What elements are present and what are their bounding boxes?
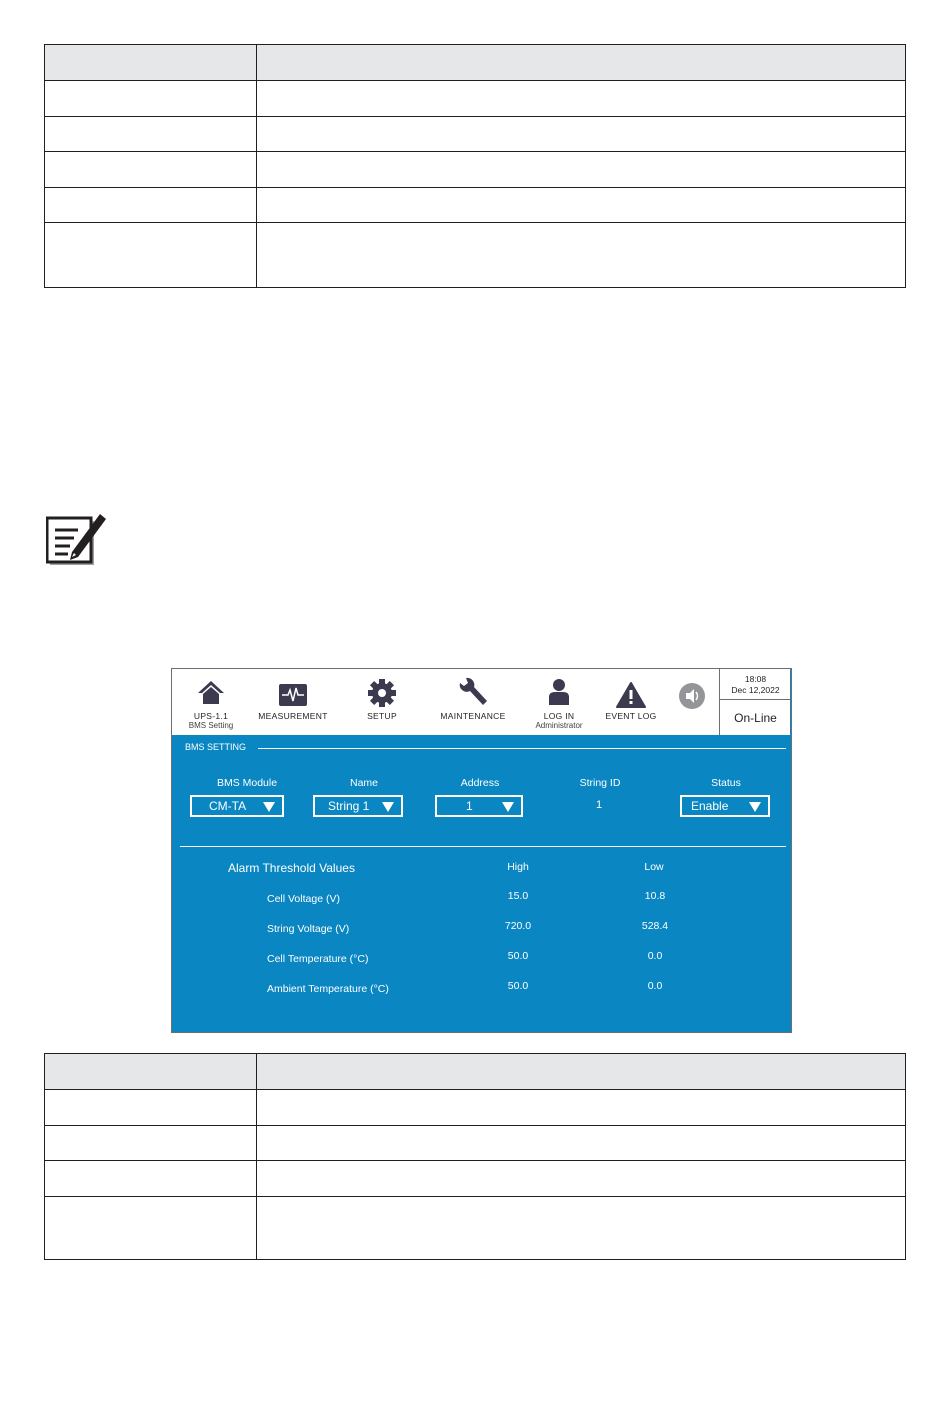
table-cell — [257, 1126, 906, 1161]
threshold-row-name: String Voltage (V) — [267, 923, 350, 935]
table-cell — [257, 1161, 906, 1197]
table-header-cell — [257, 1054, 906, 1090]
status-value: Enable — [691, 799, 729, 813]
clock-status-box — [719, 669, 791, 735]
table-cell — [45, 81, 257, 117]
name-value: String 1 — [328, 799, 370, 813]
nav-eventlog[interactable] — [600, 669, 662, 735]
ups-mode-status: On-Line — [734, 711, 777, 725]
table-header-cell — [45, 45, 257, 81]
top-navigation-bar — [172, 669, 790, 735]
warning-icon — [616, 682, 646, 708]
wrench-icon — [456, 677, 490, 709]
table-cell — [257, 1197, 906, 1260]
label-address: Address — [460, 777, 500, 789]
address-value: 1 — [466, 799, 473, 813]
nav-measurement-label: MEASUREMENT — [258, 711, 328, 721]
table-cell — [257, 117, 906, 152]
nav-measurement[interactable] — [256, 669, 330, 735]
speaker-icon[interactable] — [678, 682, 706, 710]
table-cell — [257, 152, 906, 188]
nav-maintenance-label: MAINTENANCE — [440, 711, 506, 721]
threshold-low-value[interactable]: 528.4 — [641, 920, 669, 932]
status-dropdown[interactable] — [680, 795, 770, 817]
table-cell — [45, 152, 257, 188]
clock-time: 18:08 — [744, 674, 767, 684]
label-bms-module: BMS Module — [216, 777, 278, 789]
nav-home[interactable] — [184, 669, 238, 735]
table-cell — [257, 188, 906, 223]
gear-icon — [367, 678, 397, 708]
divider — [258, 748, 786, 749]
nav-maintenance[interactable] — [436, 669, 510, 735]
chevron-down-icon — [502, 802, 514, 812]
nav-home-sublabel: BMS Setting — [188, 721, 234, 730]
nav-setup-label: SETUP — [367, 711, 397, 721]
table-cell — [45, 188, 257, 223]
chevron-down-icon — [382, 802, 394, 812]
threshold-low-value[interactable]: 0.0 — [647, 980, 663, 992]
table-cell — [257, 223, 906, 288]
threshold-low-header: Low — [644, 861, 664, 873]
divider — [720, 699, 791, 700]
clock-date: Dec 12,2022 — [731, 685, 780, 695]
table-cell — [45, 1126, 257, 1161]
divider — [180, 846, 786, 847]
nav-setup[interactable] — [357, 669, 407, 735]
table-cell — [45, 223, 257, 288]
table-header-cell — [45, 1054, 257, 1090]
threshold-low-value[interactable]: 0.0 — [647, 950, 663, 962]
bottom-table — [44, 1053, 906, 1260]
threshold-low-value[interactable]: 10.8 — [644, 890, 666, 902]
threshold-high-value[interactable]: 720.0 — [504, 920, 532, 932]
table-cell — [45, 117, 257, 152]
threshold-high-value[interactable]: 15.0 — [507, 890, 529, 902]
home-icon — [196, 679, 226, 709]
nav-home-label: UPS-1.1 — [193, 711, 229, 721]
threshold-row-name: Ambient Temperature (°C) — [267, 983, 389, 995]
label-string-id: String ID — [579, 777, 621, 789]
user-icon — [547, 678, 571, 706]
note-pencil-icon — [46, 510, 110, 568]
bms-module-dropdown[interactable] — [190, 795, 284, 817]
threshold-high-value[interactable]: 50.0 — [507, 950, 529, 962]
nav-eventlog-label: EVENT LOG — [605, 711, 657, 721]
table-header-cell — [257, 45, 906, 81]
top-table — [44, 44, 906, 288]
string-id-value: 1 — [596, 799, 603, 811]
threshold-row-name: Cell Voltage (V) — [267, 893, 340, 905]
nav-login[interactable] — [529, 669, 589, 735]
chevron-down-icon — [749, 802, 761, 812]
bms-module-value: CM-TA — [209, 799, 247, 813]
label-name: Name — [349, 777, 378, 789]
label-status: Status — [711, 777, 741, 789]
section-title: BMS SETTING — [185, 742, 247, 752]
nav-login-sublabel: Administrator — [535, 721, 583, 730]
name-dropdown[interactable] — [313, 795, 403, 817]
table-cell — [45, 1197, 257, 1260]
address-dropdown[interactable] — [435, 795, 523, 817]
nav-login-label: LOG IN — [543, 711, 575, 721]
chevron-down-icon — [263, 802, 275, 812]
table-cell — [257, 1090, 906, 1126]
table-cell — [257, 81, 906, 117]
table-cell — [45, 1090, 257, 1126]
table-cell — [45, 1161, 257, 1197]
device-screen — [171, 668, 792, 1033]
threshold-title: Alarm Threshold Values — [228, 861, 355, 875]
waveform-icon — [278, 683, 308, 707]
threshold-row-name: Cell Temperature (°C) — [267, 953, 369, 965]
threshold-high-header: High — [507, 861, 529, 873]
threshold-high-value[interactable]: 50.0 — [507, 980, 529, 992]
